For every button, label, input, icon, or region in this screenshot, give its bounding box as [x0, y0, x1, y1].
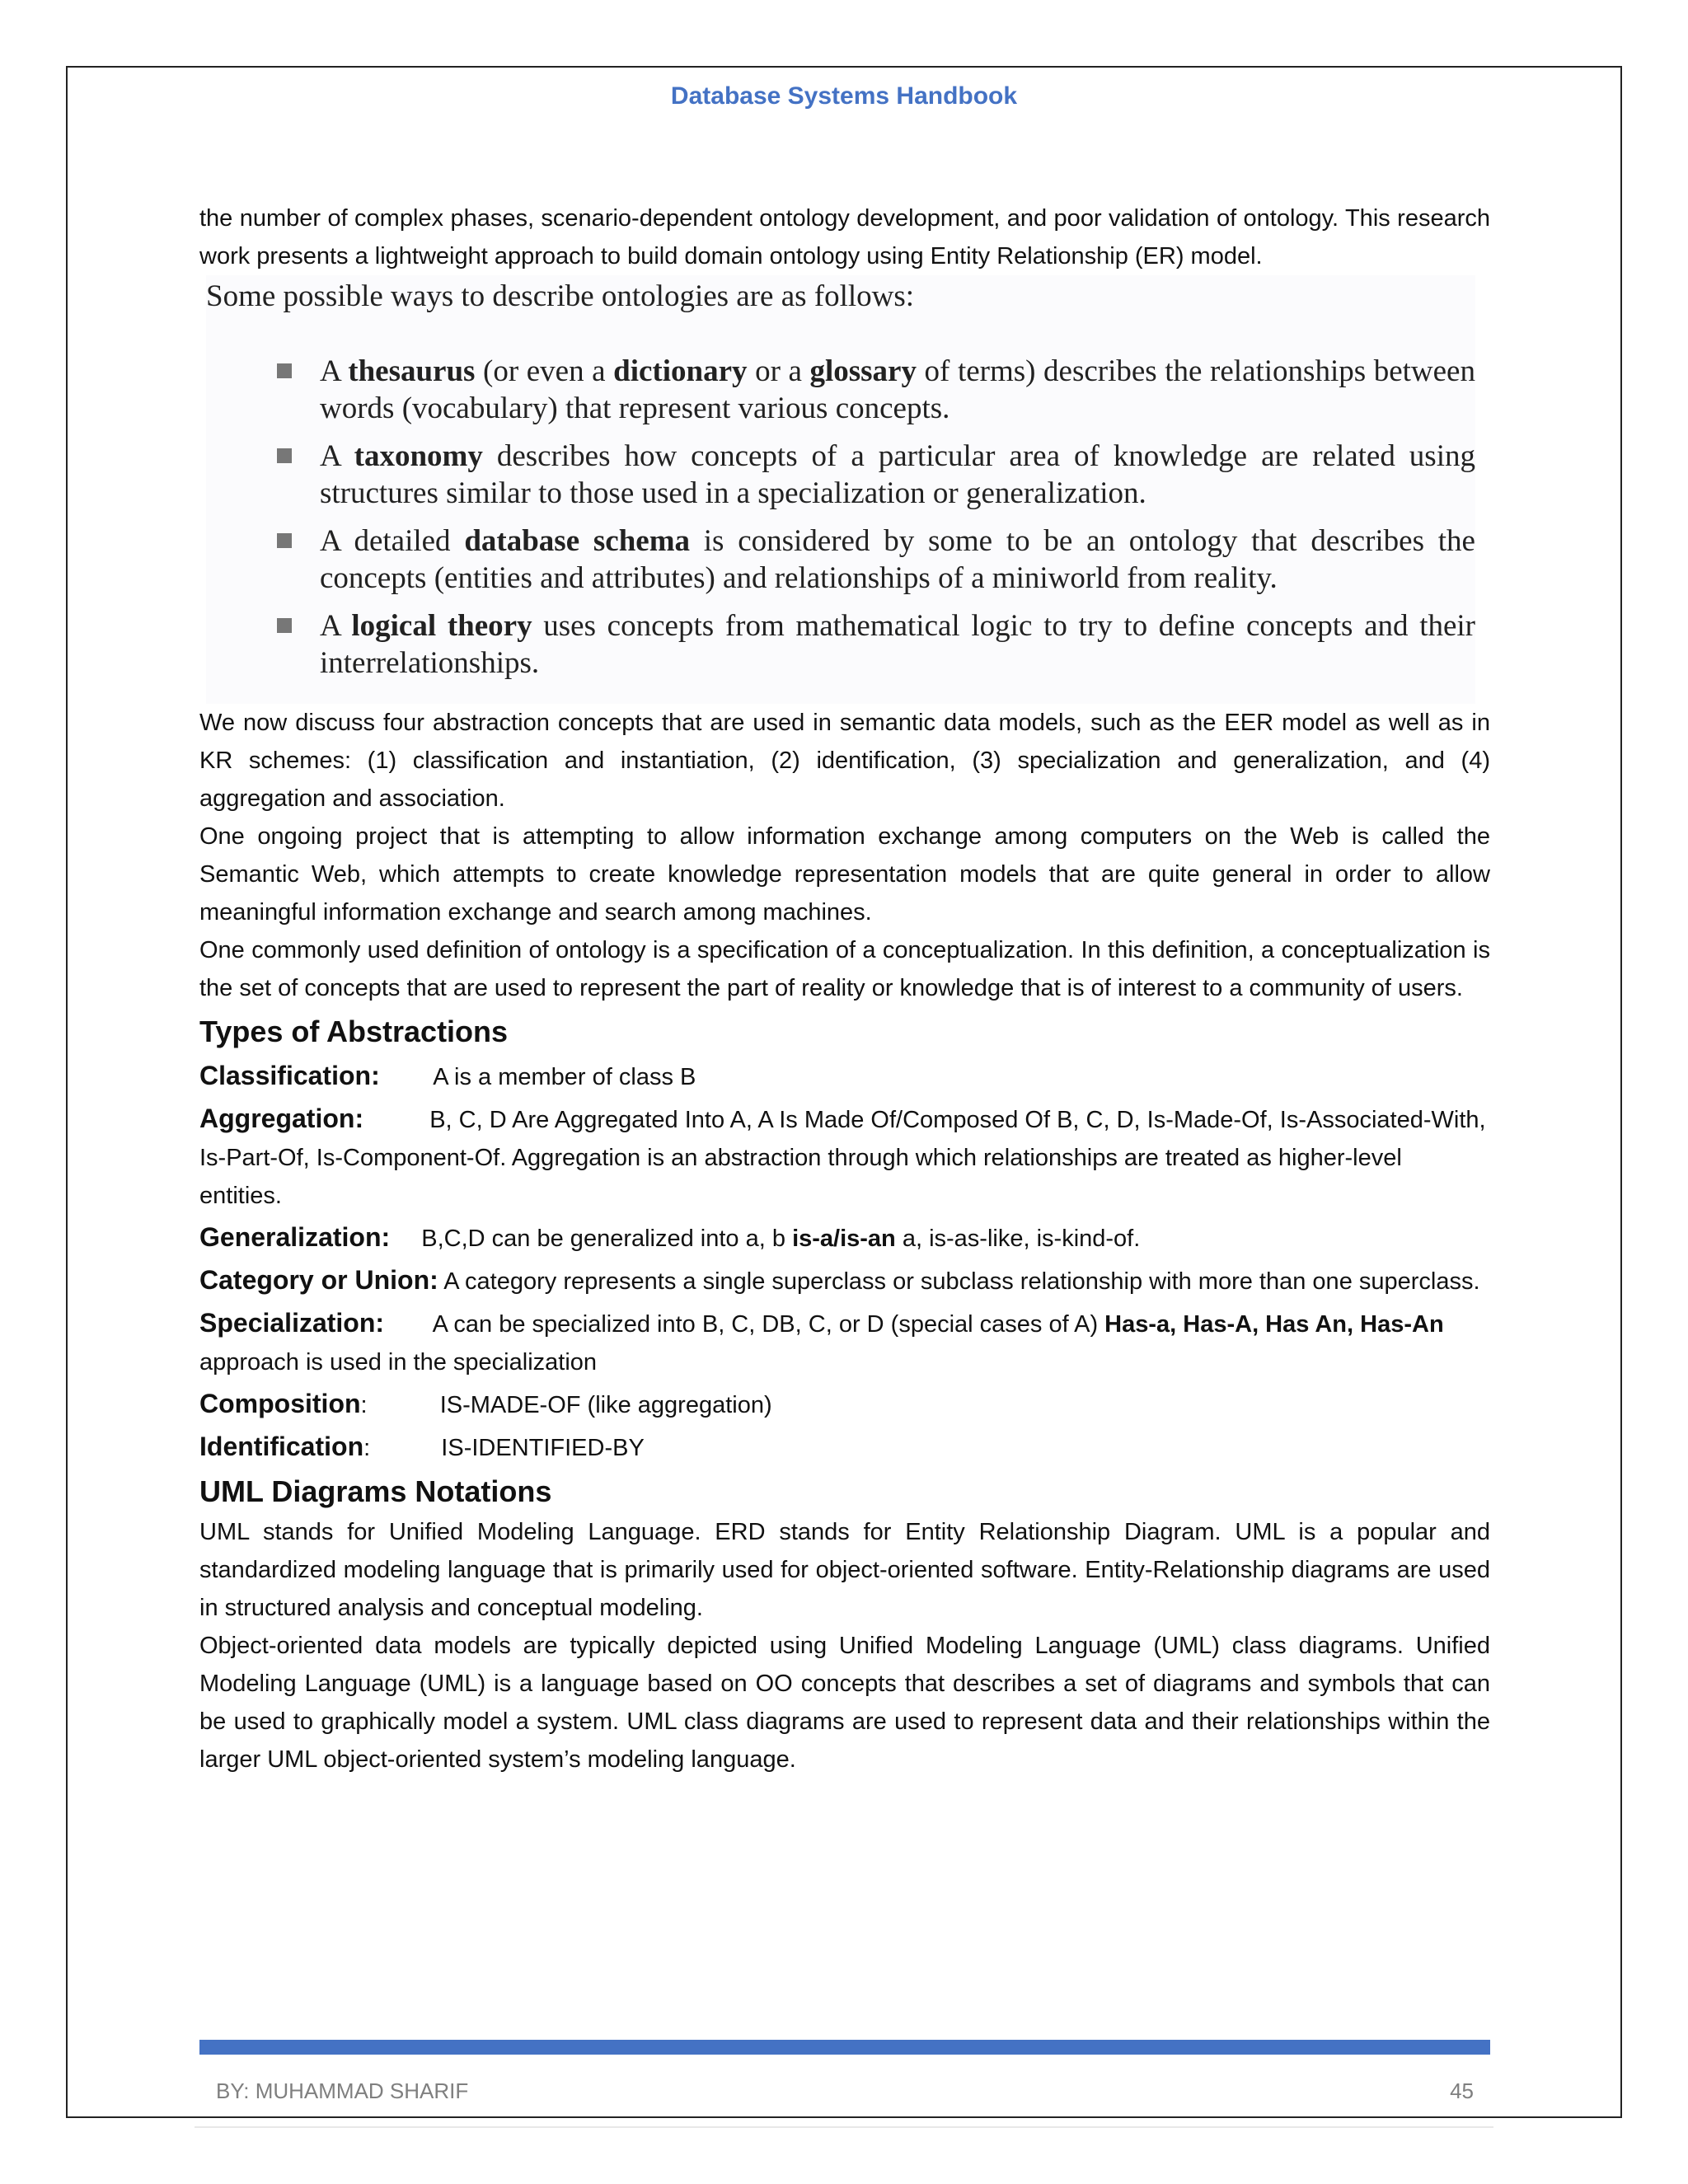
square-bullet-icon: [277, 618, 292, 633]
list-item: [277, 607, 1475, 682]
definition-category: [199, 1261, 1490, 1301]
definition-term: Category or Union:: [199, 1265, 438, 1295]
definition-text: IS-MADE-OF (like aggregation): [439, 1392, 772, 1418]
item-text: describes how concepts of a particular area of knowledge are related using structures similar to those used in a specialization or generalization.: [320, 439, 1475, 510]
square-bullet-icon: [277, 448, 292, 463]
section-heading-uml: UML Diagrams Notations: [199, 1474, 552, 1508]
footer-divider: [195, 2126, 1493, 2128]
page-header-title: Database Systems Handbook: [670, 82, 1018, 110]
definition-text: approach is used in the specialization: [199, 1349, 598, 1376]
definition-text: IS-IDENTIFIED-BY: [441, 1435, 645, 1461]
item-text: A: [320, 439, 354, 473]
footer-author: BY: MUHAMMAD SHARIF: [216, 2079, 469, 2103]
definition-term: Composition: [199, 1389, 361, 1418]
body-paragraph: Object-oriented data models are typically depicted using Unified Modeling Language (UML) class diagrams. Unified Modeling Language (UML) is a language based on OO concepts that describes a set of diagrams and symbols that can be used to graphically model a system. UML class diagrams are used to represent data and their relationships within the larger UML object-oriented system’s modeling language.: [199, 1633, 1490, 1773]
square-bullet-icon: [277, 533, 292, 548]
body-paragraph: We now discuss four abstraction concepts that are used in semantic data models, such as the EER model as well as in KR schemes: (1) classification and instantiation, (2) identification, (3) specialization and generalization, and (4) aggregation and association.: [199, 710, 1490, 812]
definition-colon: :: [363, 1435, 371, 1461]
definition-text: A can be specialized into B, C, DB, C, or D (special cases of A): [432, 1311, 1105, 1338]
ontology-list: [206, 353, 1475, 682]
definition-identification: [199, 1427, 1490, 1467]
scanned-intro: Some possible ways to describe ontologies are as follows:: [206, 279, 915, 313]
definition-term: Classification:: [199, 1061, 380, 1090]
definition-specialization: [199, 1304, 1490, 1381]
definition-colon: :: [360, 1392, 368, 1418]
item-text: A: [320, 354, 349, 388]
definition-text: B,C,D can be generalized into a, b: [421, 1226, 793, 1252]
definition-term: Aggregation:: [199, 1104, 364, 1133]
definition-text: a, is-as-like, is-kind-of.: [895, 1226, 1141, 1252]
definition-aggregation: [199, 1099, 1490, 1215]
item-term: taxonomy: [354, 439, 483, 473]
item-text: uses concepts from mathematical logic to try to define concepts and their interrelationships.: [320, 609, 1475, 680]
item-text: of terms) describes the relationships between words (vocabulary) that represent various concepts.: [320, 354, 1475, 425]
footer-accent-bar: [199, 2040, 1490, 2055]
definition-composition: [199, 1385, 1490, 1424]
item-term: dictionary: [613, 354, 748, 388]
item-text: is considered by some to be an ontology that describes the concepts (entities and attributes) and relationships of a miniworld from reality.: [320, 524, 1475, 595]
definition-text: A is a member of class B: [433, 1064, 696, 1090]
definition-text: A category represents a single superclass or subclass relationship with more than one superclass.: [438, 1268, 1480, 1295]
intro-paragraph: the number of complex phases, scenario-dependent ontology development, and poor validation of ontology. This research work presents a lightweight approach to build domain ontology using Entity Relationship (ER) model.: [199, 205, 1490, 269]
definition-bold: Has-a, Has-A, Has An, Has-An: [1104, 1311, 1444, 1338]
page-number: 45: [1450, 2079, 1474, 2103]
list-item: [277, 523, 1475, 597]
item-term: thesaurus: [348, 354, 476, 388]
definition-term: Identification: [199, 1432, 364, 1461]
definition-term: Specialization:: [199, 1308, 385, 1338]
item-text: (or even a: [475, 354, 614, 388]
list-item: [277, 353, 1475, 427]
square-bullet-icon: [277, 363, 292, 378]
definition-term: Generalization:: [199, 1222, 391, 1252]
definition-text: B, C, D Are Aggregated Into A, A Is Made Of/Composed Of B, C, D, Is-Made-Of, Is-Associated-With, Is-Part-Of, Is-Component-Of. Aggregation is an abstraction through which relationships are treated as higher-level entities.: [199, 1107, 1486, 1209]
list-item: [277, 438, 1475, 512]
scanned-excerpt: [206, 275, 1475, 704]
item-text: A detailed: [320, 524, 465, 558]
item-term: logical theory: [351, 609, 532, 643]
definition-classification: [199, 1057, 1490, 1096]
body-paragraph: One ongoing project that is attempting to allow information exchange among computers on the Web is called the Semantic Web, which attempts to create knowledge representation models that are quite general in order to allow meaningful information exchange and search among machines.: [199, 823, 1490, 926]
item-text: A: [320, 609, 352, 643]
section-heading-abstractions: Types of Abstractions: [199, 1015, 509, 1048]
body-paragraph: One commonly used definition of ontology is a specification of a conceptualization. In this definition, a conceptualization is the set of concepts that are used to represent the part of reality or knowledge that is of interest to a community of users.: [199, 937, 1490, 1001]
body-paragraph: UML stands for Unified Modeling Language. ERD stands for Entity Relationship Diagram. UML is a popular and standardized modeling language that is primarily used for object-oriented software. Entity-Relationship diagrams are used in structured analysis and conceptual modeling.: [199, 1519, 1490, 1621]
item-text: or a: [747, 354, 810, 388]
definition-generalization: [199, 1218, 1490, 1258]
item-term: glossary: [809, 354, 917, 388]
item-term: database schema: [464, 524, 691, 558]
page-content: [199, 199, 1490, 1779]
definition-bold: is-a/is-an: [792, 1226, 896, 1252]
